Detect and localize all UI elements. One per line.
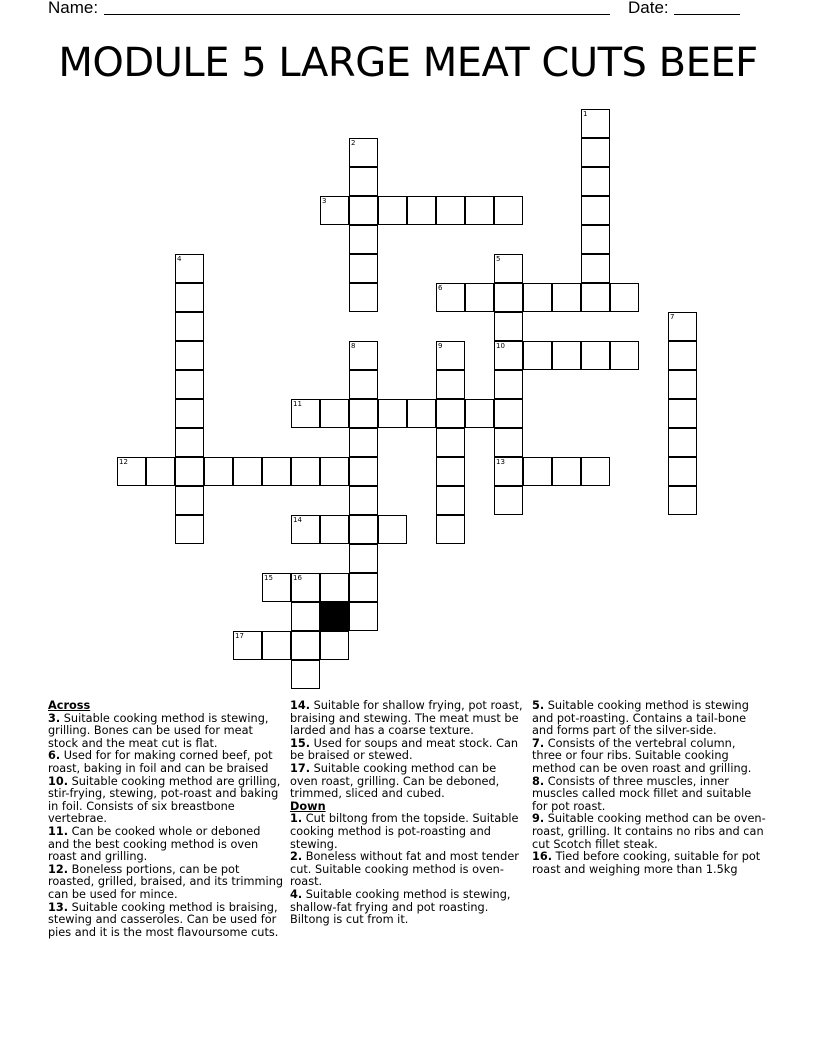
clue-number-label: 7. — [532, 736, 545, 750]
grid-cell[interactable] — [262, 631, 291, 660]
clue-number-label: 5. — [532, 699, 545, 712]
grid-cell[interactable] — [552, 457, 581, 486]
clue-number: 15 — [264, 574, 273, 582]
clue-number-label: 17. — [290, 761, 311, 775]
clue-text: Suitable for shallow frying, pot roast, braising and stewing. The meat must be larded and has a coarse texture. — [290, 699, 523, 738]
grid-cell[interactable] — [175, 370, 204, 399]
grid-cell[interactable] — [349, 138, 378, 167]
clue-item — [48, 776, 284, 826]
grid-cell[interactable] — [204, 457, 233, 486]
clue-item — [532, 738, 768, 776]
grid-cell[interactable] — [378, 196, 407, 225]
grid-cell[interactable] — [291, 573, 320, 602]
clue-text: Boneless without fat and most tender cut. Suitable cooking method is oven-roast. — [290, 850, 519, 889]
grid-cell[interactable] — [175, 312, 204, 341]
grid-cell[interactable] — [436, 399, 465, 428]
clues-column-2 — [290, 700, 526, 927]
grid-cell[interactable] — [117, 457, 146, 486]
grid-cell[interactable] — [291, 631, 320, 660]
clue-number: 6 — [438, 284, 443, 292]
clue-number-label: 1. — [290, 812, 303, 826]
grid-cell[interactable] — [349, 457, 378, 486]
grid-cell[interactable] — [320, 515, 349, 544]
grid-cell[interactable] — [349, 225, 378, 254]
clue-number-label: 10. — [48, 774, 69, 788]
grid-cell[interactable] — [581, 138, 610, 167]
clue-text: Can be cooked whole or deboned and the best cooking method is oven roast and grilling. — [48, 824, 261, 864]
grid-cell[interactable] — [291, 457, 320, 486]
grid-cell[interactable] — [233, 631, 262, 660]
grid-cell[interactable] — [349, 544, 378, 573]
grid-cell[interactable] — [436, 196, 465, 225]
grid-cell[interactable] — [349, 370, 378, 399]
grid-cell[interactable] — [668, 341, 697, 370]
grid-cell[interactable] — [668, 312, 697, 341]
clue-item — [290, 813, 526, 851]
clue-item — [48, 713, 284, 751]
grid-cell[interactable] — [465, 283, 494, 312]
grid-cell-blocked — [320, 602, 349, 631]
grid-cell[interactable] — [610, 341, 639, 370]
clue-item — [532, 813, 768, 851]
clue-number: 3 — [322, 197, 327, 205]
grid-cell[interactable] — [349, 283, 378, 312]
clue-text: Suitable cooking method is braising, stewing and casseroles. Can be used for pies and it is the most flavoursome cuts. — [48, 900, 279, 939]
clue-number: 2 — [351, 139, 356, 147]
grid-cell[interactable] — [378, 399, 407, 428]
grid-cell[interactable] — [581, 341, 610, 370]
grid-cell[interactable] — [175, 399, 204, 428]
grid-cell[interactable] — [494, 341, 523, 370]
grid-cell[interactable] — [262, 573, 291, 602]
clue-number: 10 — [496, 342, 505, 350]
grid-cell[interactable] — [436, 457, 465, 486]
grid-cell[interactable] — [668, 428, 697, 457]
grid-cell[interactable] — [291, 602, 320, 631]
grid-cell[interactable] — [436, 428, 465, 457]
clue-text: Used for for making corned beef, pot roast, baking in foil and can be braised — [48, 749, 273, 775]
page-title: MODULE 5 LARGE MEAT CUTS BEEF — [58, 40, 758, 86]
date-label: Date: — [628, 0, 669, 17]
grid-cell[interactable] — [349, 602, 378, 631]
clues-column-3 — [532, 700, 768, 876]
clue-number-label: 15. — [290, 736, 311, 750]
grid-cell[interactable] — [436, 370, 465, 399]
grid-cell[interactable] — [378, 515, 407, 544]
grid-cell[interactable] — [291, 399, 320, 428]
clue-number-label: 6. — [48, 749, 61, 763]
clue-number: 9 — [438, 342, 443, 350]
clue-text: Suitable cooking method can be oven-roast, grilling. It contains no ribs and can cut Scotch fillet steak. — [532, 812, 766, 851]
grid-cell[interactable] — [494, 399, 523, 428]
clue-item — [48, 750, 284, 775]
clue-number: 4 — [177, 255, 182, 263]
clue-item — [290, 851, 526, 889]
grid-cell[interactable] — [233, 457, 262, 486]
grid-cell[interactable] — [494, 370, 523, 399]
clue-text: Suitable cooking method is stewing, grilling. Bones can be used for meat stock and the meat cut is flat. — [48, 711, 269, 750]
grid-cell[interactable] — [668, 370, 697, 399]
clue-number: 1 — [583, 110, 588, 118]
clue-number-label: 4. — [290, 887, 303, 901]
clue-text: Consists of the vertebral column, three or four ribs. Suitable cooking method can be oven roast and grilling. — [532, 736, 752, 775]
across-heading: Across — [48, 699, 91, 712]
grid-cell[interactable] — [581, 457, 610, 486]
grid-cell[interactable] — [349, 341, 378, 370]
grid-cell[interactable] — [523, 341, 552, 370]
grid-cell[interactable] — [349, 573, 378, 602]
grid-cell[interactable] — [494, 457, 523, 486]
grid-cell[interactable] — [581, 225, 610, 254]
grid-cell[interactable] — [465, 196, 494, 225]
across-clue-list — [48, 713, 284, 940]
clue-text: Cut biltong from the topside. Suitable cooking method is pot-roasting and stewing. — [290, 812, 519, 851]
clue-number: 11 — [293, 400, 302, 408]
clue-number: 12 — [119, 458, 128, 466]
grid-cell[interactable] — [320, 573, 349, 602]
down-clue-list-cont — [532, 700, 768, 876]
clue-item — [532, 700, 768, 738]
grid-cell[interactable] — [146, 457, 175, 486]
clue-item — [290, 738, 526, 763]
clue-text: Suitable cooking method can be oven roast, grilling. Can be deboned, trimmed, sliced and cubed. — [290, 761, 500, 801]
clue-text: Suitable cooking method is stewing, shallow-fat frying and pot roasting. Biltong is cut from it. — [290, 887, 511, 927]
grid-cell[interactable] — [668, 486, 697, 515]
grid-cell[interactable] — [320, 196, 349, 225]
down-heading: Down — [290, 799, 326, 813]
grid-cell[interactable] — [581, 109, 610, 138]
grid-cell[interactable] — [175, 486, 204, 515]
grid-cell[interactable] — [320, 631, 349, 660]
clue-number: 17 — [235, 632, 244, 640]
grid-cell[interactable] — [668, 399, 697, 428]
grid-cell[interactable] — [552, 283, 581, 312]
grid-cell[interactable] — [494, 254, 523, 283]
clue-number-label: 8. — [532, 774, 545, 788]
name-label: Name: — [48, 0, 99, 17]
clue-item — [290, 889, 526, 927]
grid-cell[interactable] — [523, 457, 552, 486]
grid-cell[interactable] — [494, 283, 523, 312]
grid-cell[interactable] — [175, 283, 204, 312]
grid-cell[interactable] — [320, 399, 349, 428]
grid-cell[interactable] — [349, 196, 378, 225]
grid-cell[interactable] — [407, 196, 436, 225]
clue-number-label: 11. — [48, 824, 69, 838]
clue-text: Tied before cooking, suitable for pot roast and weighing more than 1.5kg — [532, 850, 761, 876]
grid-cell[interactable] — [494, 196, 523, 225]
clue-number: 13 — [496, 458, 505, 466]
grid-cell[interactable] — [436, 515, 465, 544]
grid-cell[interactable] — [407, 399, 436, 428]
clue-text: Suitable cooking method is stewing and pot-roasting. Contains a tail-bone and forms part of the silver-side. — [532, 699, 749, 738]
grid-cell[interactable] — [581, 283, 610, 312]
grid-cell[interactable] — [436, 341, 465, 370]
clue-item — [532, 851, 768, 876]
grid-cell[interactable] — [349, 399, 378, 428]
grid-cell[interactable] — [349, 254, 378, 283]
grid-cell[interactable] — [262, 457, 291, 486]
clue-item — [532, 776, 768, 814]
grid-cell[interactable] — [175, 254, 204, 283]
clue-item — [48, 864, 284, 902]
clue-number-label: 9. — [532, 812, 545, 826]
down-clue-list — [290, 813, 526, 926]
clue-item — [290, 700, 526, 738]
grid-cell[interactable] — [581, 196, 610, 225]
grid-cell[interactable] — [175, 341, 204, 370]
clue-text: Consists of three muscles, inner muscles called mock fillet and suitable for pot roast. — [532, 774, 752, 813]
grid-cell[interactable] — [552, 341, 581, 370]
grid-cell[interactable] — [494, 312, 523, 341]
clues-column-1 — [48, 700, 284, 939]
grid-cell[interactable] — [349, 486, 378, 515]
grid-cell[interactable] — [465, 399, 494, 428]
clue-text: Boneless portions, can be pot roasted, grilled, braised, and its trimming can be used for mince. — [48, 862, 284, 901]
clue-number-label: 3. — [48, 711, 61, 725]
grid-cell[interactable] — [523, 283, 552, 312]
grid-cell[interactable] — [610, 283, 639, 312]
grid-cell[interactable] — [349, 167, 378, 196]
clue-number-label: 12. — [48, 862, 69, 876]
clue-text: Used for soups and meat stock. Can be braised or stewed. — [290, 736, 519, 763]
grid-cell[interactable] — [349, 515, 378, 544]
clue-number: 8 — [351, 342, 356, 350]
grid-cell[interactable] — [581, 254, 610, 283]
clue-item — [48, 826, 284, 864]
clue-number-label: 14. — [290, 699, 311, 712]
grid-cell[interactable] — [581, 167, 610, 196]
clue-number: 16 — [293, 574, 302, 582]
grid-cell[interactable] — [668, 457, 697, 486]
clue-number-label: 2. — [290, 850, 303, 864]
grid-cell[interactable] — [320, 457, 349, 486]
clue-item — [290, 763, 526, 801]
clue-number: 14 — [293, 516, 302, 524]
across-clue-list-cont — [290, 700, 526, 801]
clue-number: 7 — [670, 313, 675, 321]
grid-cell[interactable] — [349, 428, 378, 457]
grid-cell[interactable] — [436, 283, 465, 312]
clue-number: 5 — [496, 255, 501, 263]
grid-cell[interactable] — [175, 515, 204, 544]
grid-cell[interactable] — [175, 428, 204, 457]
grid-cell[interactable] — [494, 428, 523, 457]
grid-cell[interactable] — [436, 486, 465, 515]
clue-text: Suitable cooking method are grilling, stir-frying, stewing, pot-roast and baking in foil. Consists of six breastbone vertebrae. — [48, 774, 281, 826]
clue-number-label: 13. — [48, 900, 69, 914]
clue-number-label: 16. — [532, 850, 553, 864]
grid-cell[interactable] — [291, 660, 320, 689]
grid-cell[interactable] — [175, 457, 204, 486]
clue-item — [48, 902, 284, 940]
grid-cell[interactable] — [494, 486, 523, 515]
grid-cell[interactable] — [291, 515, 320, 544]
